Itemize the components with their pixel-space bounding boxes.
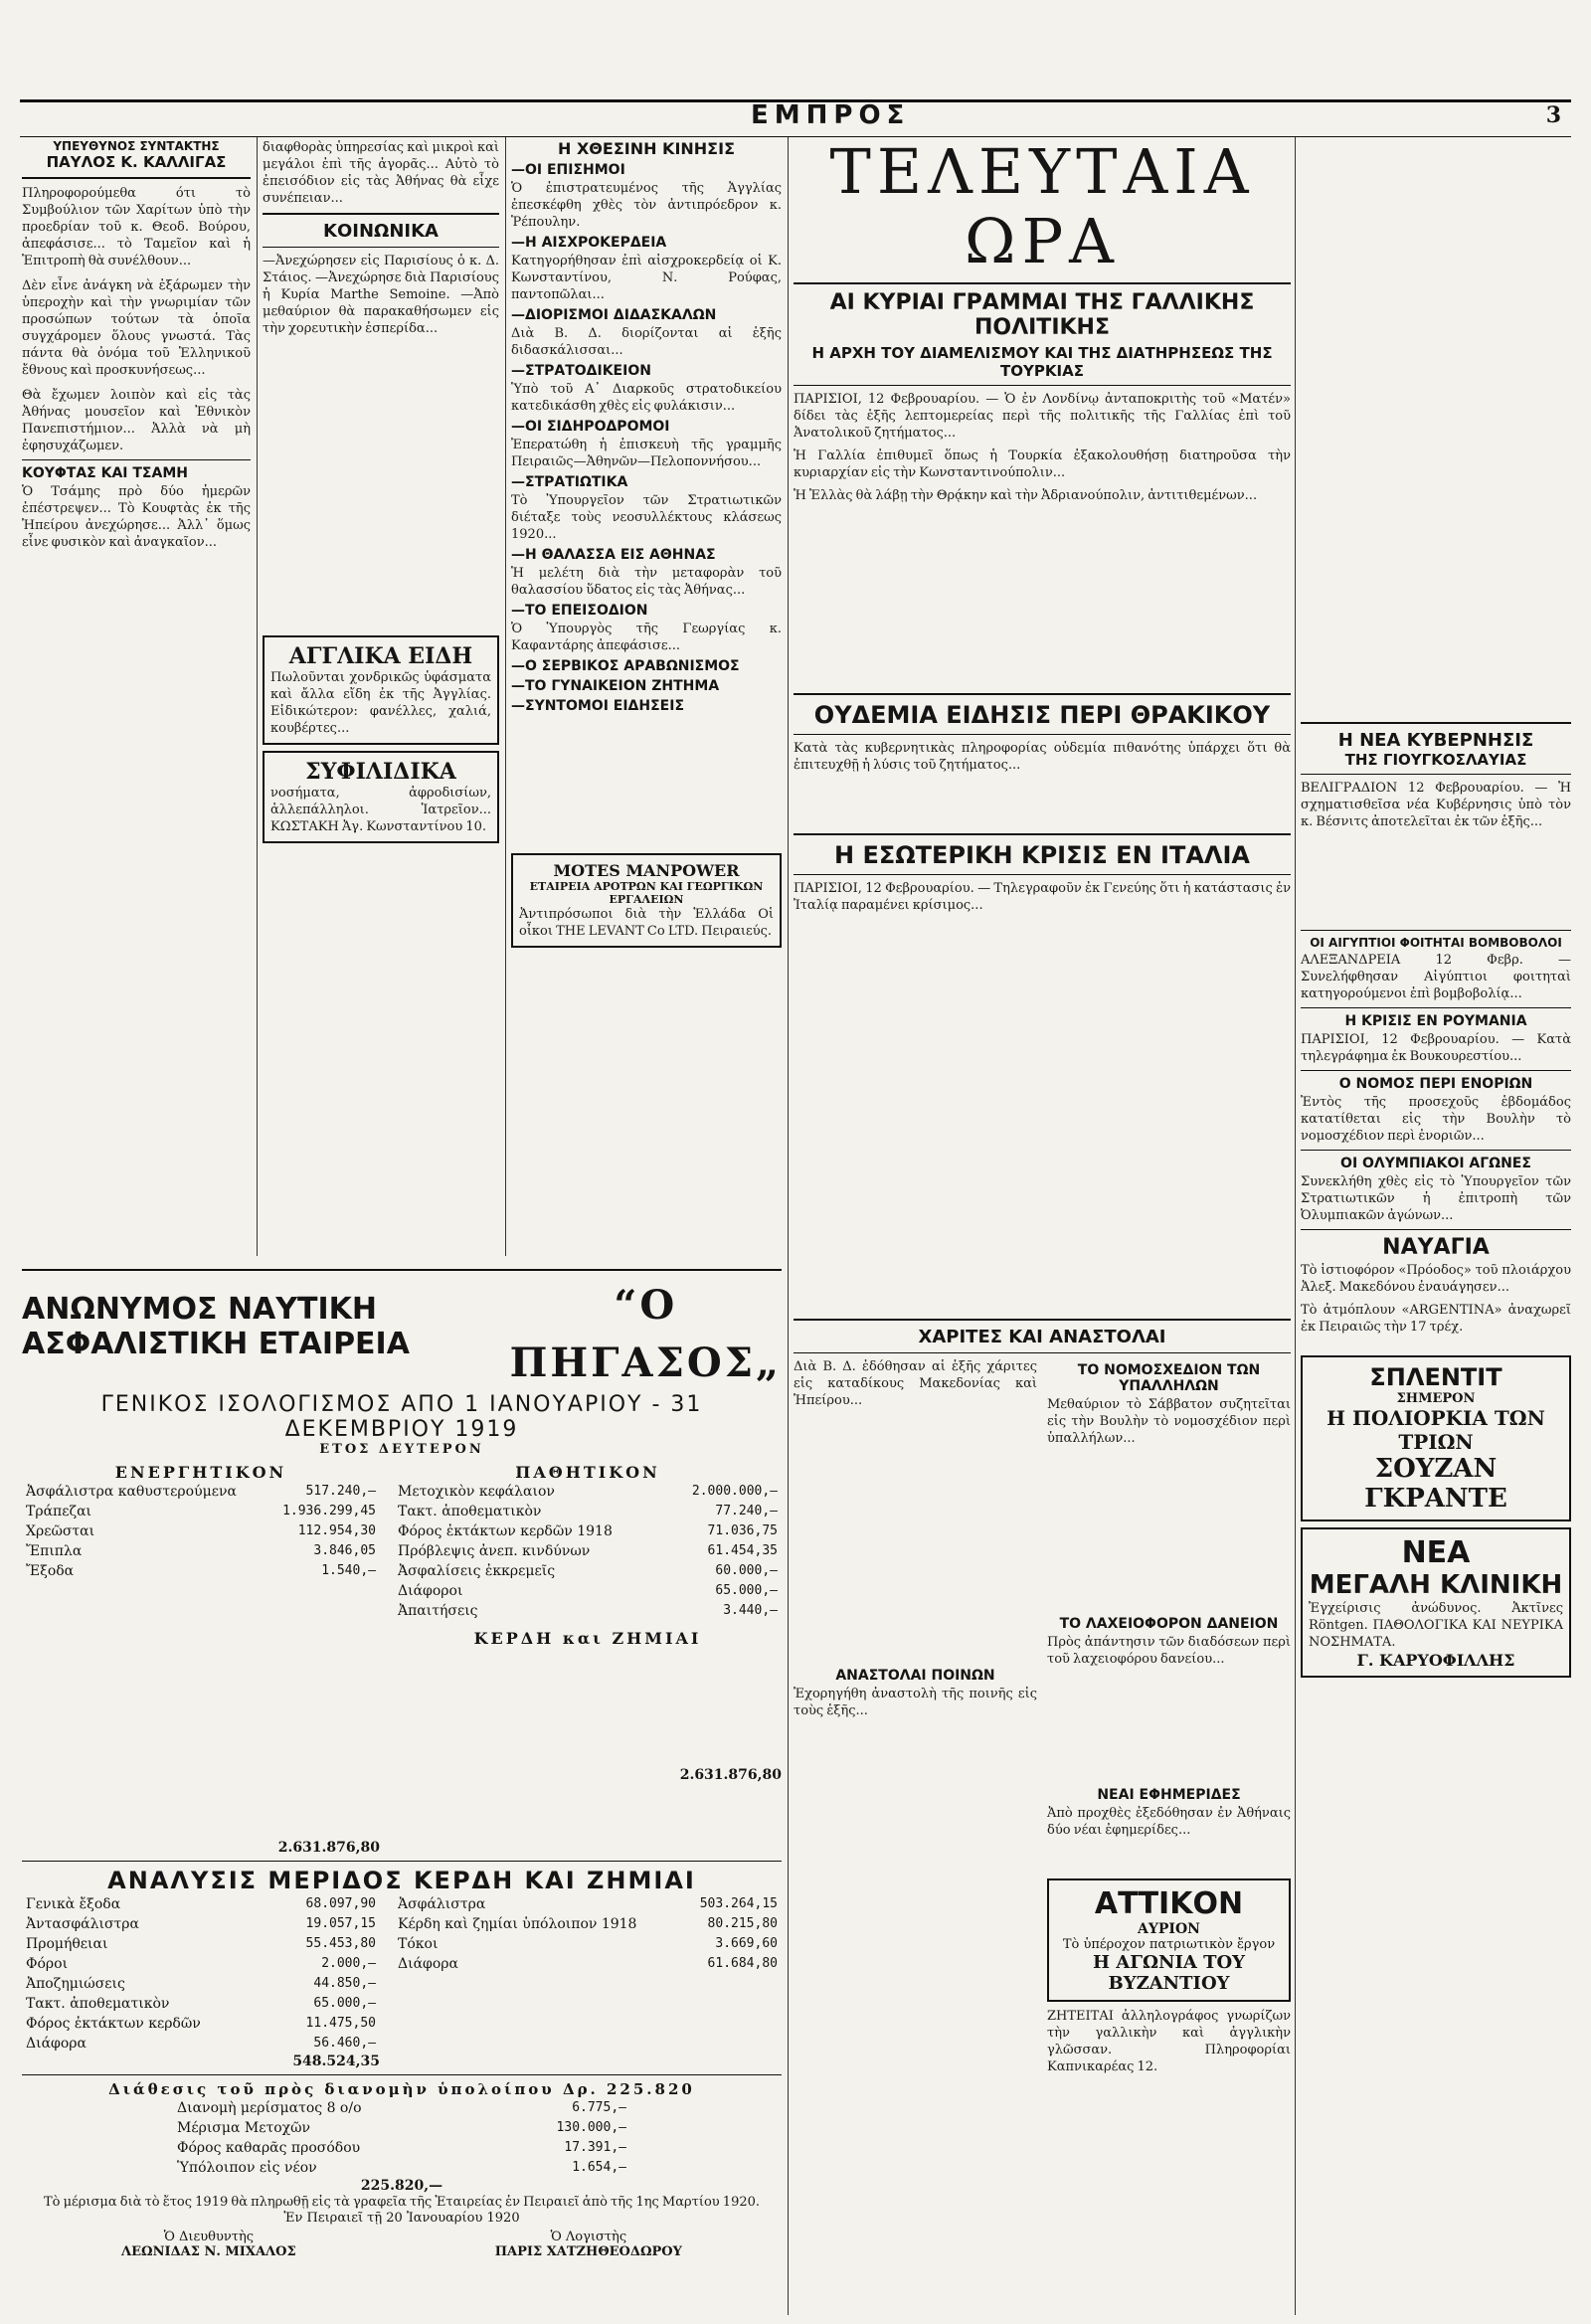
film-star: ΣΟΥΖΑΝ ΓΚΡΑΝΤΕ <box>1364 1454 1507 1514</box>
theatre-ad <box>1047 1878 1291 2002</box>
clinic-text: Ἐγχείρισις ἀνώδυνος. Ἀκτῖνες Röntgen. ΠΑΘΟΛΟΓΙΚΑ ΚΑΙ ΝΕΥΡΙΚΑ ΝΟΣΗΜΑΤΑ. <box>1309 1601 1563 1650</box>
news-heading: —Η ΘΑΛΑΣΣΑ ΕΙΣ ΑΘΗΝΑΣ <box>511 547 716 563</box>
row-label: Τακτ. ἀποθεματικὸν <box>26 1996 170 2012</box>
advertisement <box>263 751 499 843</box>
clinic-ad <box>1301 1527 1571 1678</box>
editor-label: ΥΠΕΥΘΥΝΟΣ ΣΥΝΤΑΚΤΗΣ <box>53 139 220 153</box>
row-amount: 68.097,90 <box>305 1896 376 1911</box>
headline-government: Η ΝΕΑ ΚΥΒΕΡΝΗΣΙΣ <box>1337 730 1534 751</box>
table-row <box>22 1974 380 1994</box>
table-row <box>394 1521 782 1541</box>
column-rule <box>1295 137 1296 2315</box>
headline-pardons: ΧΑΡΙΤΕΣ ΚΑΙ ΑΝΑΣΤΟΛΑΙ <box>918 1327 1166 1347</box>
article-heading: ΟΙ ΑΙΓΥΠΤΙΟΙ ΦΟΙΤΗΤΑΙ ΒΟΜΒΟΒΟΛΟΙ <box>1310 936 1562 950</box>
clinic-director: Γ. ΚΑΡΥΟΦΙΛΛΗΣ <box>1356 1651 1515 1670</box>
ad-title: ΣΥΦΙΛΙΔΙΚΑ <box>305 759 456 785</box>
news-heading: —ΟΙ ΣΙΔΗΡΟΔΡΟΜΟΙ <box>511 419 670 435</box>
assets-heading: ΕΝΕΡΓΗΤΙΚΟΝ <box>114 1463 287 1482</box>
news-heading: —ΣΤΡΑΤΙΩΤΙΚΑ <box>511 474 628 490</box>
section-title-koinonika: ΚΟΙΝΩΝΙΚΑ <box>323 221 439 242</box>
row-amount: 1.540,— <box>321 1563 376 1578</box>
ad-text: Πωλοῦνται χονδρικῶς ὑφάσματα καὶ ἄλλα εἴδη ἐκ τῆς Ἀγγλίας. Εἰδικώτερον: φανέλλες, χαλιά, κουβέρτες... <box>270 670 491 736</box>
section-title: Η ΧΘΕΣΙΝΗ ΚΙΝΗΣΙΣ <box>557 139 735 158</box>
cinema-name: ΣΠΛΕΝΤΙΤ <box>1369 1363 1503 1391</box>
company-name: “Ο ΠΗΓΑΣΟΣ„ <box>509 1282 782 1386</box>
article-paragraph: Ὁ Τσάμης πρὸ δύο ἡμερῶν ἐπέστρεψεν... Τὸ Κουφτὰς ἐκ τῆς Ἠπείρου ἀνεχώρησε... Ἀλλ᾽ ὅμως εἶνε φυσικὸν καὶ ἀναγκαῖον... <box>22 484 251 550</box>
row-label: Προμήθειαι <box>26 1936 108 1952</box>
article-paragraph: Μεθαύριον τὸ Σάββατον συζητεῖται εἰς τὴν Βουλὴν τὸ νομοσχέδιον περὶ ὑπαλλήλων... <box>1047 1397 1291 1446</box>
column-2 <box>263 139 499 1253</box>
table-row <box>22 1954 380 1974</box>
article-paragraph: Τὸ ἱστιοφόρον «Πρόοδος» τοῦ πλοιάρχου Ἀλεξ. Μακεδόνου ἐναυάγησεν... <box>1301 1263 1571 1295</box>
row-amount: 1.654,— <box>572 2160 626 2175</box>
headline-subtitle: ΑΙ ΚΥΡΙΑΙ ΓΡΑΜΜΑΙ ΤΗΣ ΓΑΛΛΙΚΗΣ ΠΟΛΙΤΙΚΗΣ <box>829 290 1255 340</box>
column-rule <box>788 137 789 2315</box>
social-notes: —Ἀνεχώρησεν εἰς Παρισίους ὁ κ. Δ. Στάιος. —Ἀνεχώρησε διὰ Παρισίους ἡ Κυρία Marthe Semoine. —Ἀπὸ μεθαύριον θὰ παρακαθήσωμεν εἰς τὴν χορευτικὴν ἐσπερίδα... <box>263 254 499 336</box>
row-label: Ἀσφάλιστρα καθυστερούμενα <box>26 1484 237 1500</box>
row-amount: 3.846,05 <box>313 1543 376 1558</box>
row-amount: 60.000,— <box>715 1563 778 1578</box>
row-amount: 17.391,— <box>564 2140 626 2155</box>
article-paragraph: Τὸ ἀτμόπλουν «ARGENTINA» ἀναχωρεῖ ἐκ Πειραιῶς τὴν 17 τρέχ. <box>1301 1303 1571 1335</box>
analysis-title: ΑΝΑΛΥΣΙΣ ΜΕΡΙΔΟΣ ΚΕΡΔΗ ΚΑΙ ΖΗΜΙΑΙ <box>107 1867 696 1894</box>
article-paragraph: ΠΑΡΙΣΙΟΙ, 12 Φεβρουαρίου. — Κατὰ τηλεγράφημα ἐκ Βουκουρεστίου... <box>1301 1032 1571 1064</box>
row-amount: 19.057,15 <box>305 1916 376 1931</box>
row-amount: 2.000.000,— <box>691 1484 778 1499</box>
row-label: Ἀπαιτήσεις <box>398 1603 478 1619</box>
profit-loss-heading: ΚΕΡΔΗ και ΖΗΜΙΑΙ <box>473 1629 702 1648</box>
cinema-ad <box>1301 1355 1571 1521</box>
news-text: Ἡ μελέτη διὰ τὴν μεταφορὰν τοῦ θαλασσίου ὕδατος εἰς τὰς Ἀθήνας... <box>511 566 782 598</box>
article-heading: ΤΟ ΛΑΧΕΙΟΦΟΡΟΝ ΔΑΝΕΙΟΝ <box>1059 1616 1279 1632</box>
clinic-title-2: ΜΕΓΑΛΗ ΚΛΙΝΙΚΗ <box>1309 1570 1563 1600</box>
cinema-date: ΣΗΜΕΡΟΝ <box>1396 1391 1476 1406</box>
headline-italy: Η ΕΣΩΤΕΡΙΚΗ ΚΡΙΣΙΣ ΕΝ ΙΤΑΛΙΑ <box>834 841 1250 869</box>
row-amount: 2.000,— <box>321 1956 376 1971</box>
analysis-right-table <box>394 1894 782 1974</box>
row-amount: 71.036,75 <box>707 1523 778 1538</box>
place-date: Ἐν Πειραιεῖ τῇ 20 Ἰανουαρίου 1920 <box>283 2211 520 2226</box>
news-text: Ὑπὸ τοῦ Α᾽ Διαρκοῦς στρατοδικείου κατεδικάσθη χθὲς εἰς φυλάκισιν... <box>511 382 782 414</box>
article-paragraph: Κατὰ τὰς κυβερνητικὰς πληροφορίας οὐδεμία πιθανότης ὑπάρχει ὅτι θὰ ἐπιτευχθῇ ἡ λύσις τοῦ ζητήματος... <box>794 741 1291 773</box>
news-heading: —Η ΑΙΣΧΡΟΚΕΡΔΕΙΑ <box>511 235 667 251</box>
row-amount: 55.453,80 <box>305 1936 376 1951</box>
article-paragraph: Ἡ Ἑλλὰς θὰ λάβῃ τὴν Θρᾴκην καὶ τὴν Ἀδριανούπολιν, ἀντιτιθεμένων... <box>794 488 1258 503</box>
article-paragraph: διαφθορὰς ὑπηρεσίας καὶ μικροὶ καὶ μεγάλοι ἐπὶ τῆς ἀγορᾶς... Αὐτὸ τὸ ἐπεισόδιον εἰς τὰς Ἀθήνας θὰ εἶχε συνέπειαν... <box>263 140 499 206</box>
page-number: 3 <box>1545 102 1561 128</box>
article-paragraph: Διὰ Β. Δ. ἐδόθησαν αἱ ἑξῆς χάριτες εἰς καταδίκους Μακεδονίας καὶ Ἠπείρου... <box>794 1359 1037 1408</box>
article-heading: Η ΚΡΙΣΙΣ ΕΝ ΡΟΥΜΑΝΙΑ <box>1344 1013 1527 1029</box>
row-label: Φόρος ἐκτάκτων κερδῶν 1918 <box>398 1523 613 1539</box>
news-text: Κατηγορήθησαν ἐπὶ αἰσχροκερδείᾳ οἱ Κ. Κωνσταντίνου, Ν. Ρούφας, παντοπῶλαι... <box>511 254 782 302</box>
row-label: Ὑπόλοιπον εἰς νέον <box>177 2160 317 2176</box>
row-amount: 61.684,80 <box>707 1956 778 1971</box>
analysis-total: 548.524,35 <box>292 2054 380 2069</box>
article-paragraph: Ἐχορηγήθη ἀναστολὴ τῆς ποινῆς εἰς τοὺς ἑξῆς... <box>794 1687 1037 1718</box>
article-heading: ΤΟ ΝΟΜΟΣΧΕΔΙΟΝ ΤΩΝ ΥΠΑΛΛΗΛΩΝ <box>1077 1362 1261 1394</box>
row-label: Ἀσφάλιστρα <box>398 1896 486 1912</box>
table-row <box>394 1894 782 1914</box>
table-row <box>394 1934 782 1954</box>
film-title: Η ΠΟΛΙΟΡΚΙΑ ΤΩΝ ΤΡΙΩΝ <box>1326 1406 1545 1454</box>
row-amount: 61.454,35 <box>707 1543 778 1558</box>
row-label: Φόροι <box>26 1956 69 1972</box>
news-text: Τὸ Ὑπουργεῖον τῶν Στρατιωτικῶν διέταξε τοὺς νεοσυλλέκτους κλάσεως 1920... <box>511 493 782 542</box>
news-heading: —ΣΤΡΑΤΟΔΙΚΕΙΟΝ <box>511 363 651 379</box>
table-row <box>22 1541 380 1561</box>
column-rule <box>505 137 506 1256</box>
article-heading: Ο ΝΟΜΟΣ ΠΕΡΙ ΕΝΟΡΙΩΝ <box>1338 1076 1533 1092</box>
row-label: Ἔξοδα <box>26 1563 75 1579</box>
ad-text: νοσήματα, ἀφροδισίων, ἀλλεπάλληλοι. Ἰατρεῖον... ΚΩΣΤΑΚΗ Ἀγ. Κωνσταντίνου 10. <box>270 786 491 834</box>
table-row <box>394 1601 782 1621</box>
row-label: Μετοχικὸν κεφάλαιον <box>398 1484 555 1500</box>
news-text: Ὁ ἐπιστρατευμένος τῆς Ἀγγλίας ἐπεσκέφθη χθὲς τὸν ἀντιπρόεδρον κ. Ῥέπουλην. <box>511 181 782 230</box>
accountant-name: ΠΑΡΙΣ ΧΑΤΖΗΘΕΟΔΩΡΟΥ <box>494 2244 682 2259</box>
balance-year: ΕΤΟΣ ΔΕΥΤΕΡΟΝ <box>319 1442 484 1457</box>
row-amount: 3.440,— <box>723 1603 778 1618</box>
theatre-text: Τὸ ὑπέροχον πατριωτικὸν ἔργον <box>1062 1937 1276 1952</box>
article-paragraph: ΠΑΡΙΣΙΟΙ, 12 Φεβρουαρίου. — Τηλεγραφοῦν ἐκ Γενεύης ὅτι ἡ κατάστασις ἐν Ἰταλίᾳ παραμένει κρίσιμος... <box>794 881 1291 913</box>
row-amount: 503.264,15 <box>699 1896 778 1911</box>
table-row <box>394 1482 782 1502</box>
row-amount: 6.775,— <box>572 2100 626 2115</box>
table-row <box>22 1561 380 1581</box>
theatre-name: ΑΤΤΙΚΟΝ <box>1094 1886 1244 1921</box>
row-label: Τόκοι <box>398 1936 439 1952</box>
news-heading: —ΤΟ ΕΠΕΙΣΟΔΙΟΝ <box>511 603 648 619</box>
row-amount: 65.000,— <box>313 1996 376 2011</box>
column-4 <box>794 137 1291 1311</box>
table-row <box>394 1954 782 1974</box>
article-paragraph: Ἡ Γαλλία ἐπιθυμεῖ ὅπως ἡ Τουρκία ἐξακολουθήσῃ διατηροῦσα τὴν κυριαρχίαν εἰς τὴν Κωνσταντινούπολιν... <box>794 448 1291 480</box>
table-row <box>22 1934 380 1954</box>
row-label: Διανομὴ μερίσματος 8 ο/ο <box>177 2100 362 2116</box>
article-paragraph: Πληροφορούμεθα ότι τὸ Συμβούλιον τῶν Χαρίτων ὑπὸ τὴν προεδρίαν τοῦ κ. Θεοδ. Βούρου, ἀπεφάσισε... τὸ Ταμεῖον καὶ ἡ Ἐπιτροπὴ θὰ συνέλθουν... <box>22 186 251 268</box>
row-amount: 517.240,— <box>305 1484 376 1499</box>
row-label: Ἀσφαλίσεις ἐκκρεμεῖς <box>398 1563 556 1579</box>
table-row <box>22 1894 380 1914</box>
article-paragraph: Ἀπὸ προχθὲς ἐξεδόθησαν ἐν Ἀθήναις δύο νέαι ἐφημερίδες... <box>1047 1806 1291 1838</box>
table-row <box>173 2138 630 2158</box>
editor-name: ΠΑΥΛΟΣ Κ. ΚΑΛΛΙΓΑΣ <box>46 153 227 171</box>
article-heading: ΝΕΑΙ ΕΦΗΜΕΡΙΔΕΣ <box>1097 1787 1241 1803</box>
row-amount: 112.954,30 <box>297 1523 376 1538</box>
liabilities-table <box>394 1482 782 1621</box>
row-label: Ἀποζημιώσεις <box>26 1976 125 1992</box>
article-paragraph: Θὰ ἔχωμεν λοιπὸν καὶ εἰς τὰς Ἀθήνας μουσεῖον καὶ Ἐθνικὸν Πανεπιστήμιον... Ἀλλὰ νὰ μὴ ἐφησυχάζωμεν. <box>22 388 251 453</box>
headline-subtitle-2: Η ΑΡΧΗ ΤΟΥ ΔΙΑΜΕΛΙΣΜΟΥ ΚΑΙ ΤΗΣ ΔΙΑΤΗΡΗΣΕΩΣ ΤΗΣ ΤΟΥΡΚΙΑΣ <box>811 344 1273 380</box>
liabilities-heading: ΠΑΘΗΤΙΚΟΝ <box>515 1463 660 1482</box>
ad-subtitle: ΕΤΑΙΡΕΙΑ ΑΡΟΤΡΩΝ ΚΑΙ ΓΕΩΡΓΙΚΩΝ ΕΡΓΑΛΕΙΩΝ <box>529 880 764 906</box>
theatre-date: ΑΥΡΙΟΝ <box>1138 1921 1200 1937</box>
advertisement <box>263 635 499 745</box>
news-text: Διὰ Β. Δ. διορίζονται αἱ ἑξῆς διδασκάλισσαι... <box>511 326 782 358</box>
table-row <box>394 1541 782 1561</box>
column-5 <box>1301 139 1571 2307</box>
news-heading: —ΤΟ ΓΥΝΑΙΚΕΙΟΝ ΖΗΤΗΜΑ <box>511 678 720 694</box>
table-row <box>22 2014 380 2034</box>
table-row <box>22 1502 380 1521</box>
row-amount: 1.936.299,45 <box>282 1504 376 1519</box>
column-rule <box>257 137 258 1256</box>
column-1 <box>22 139 251 1253</box>
theatre-play: Η ΑΓΩΝΙΑ ΤΟΥ ΒΥΖΑΝΤΙΟΥ <box>1092 1952 1246 1994</box>
accountant-label: Ὁ Λογιστὴς <box>550 2230 627 2244</box>
headline-thrace: ΟΥΔΕΜΙΑ ΕΙΔΗΣΙΣ ΠΕΡΙ ΘΡΑΚΙΚΟΥ <box>813 701 1271 729</box>
row-label: Διάφορα <box>26 2036 87 2052</box>
classified-ad: ΖΗΤΕΙΤΑΙ ἀλληλογράφος γνωρίζων τὴν γαλλικὴν καὶ ἀγγλικὴν γλῶσσαν. Πληροφορίαι Καπνικαρέας 12. <box>1047 2009 1291 2074</box>
article-paragraph: ΠΑΡΙΣΙΟΙ, 12 Φεβρουαρίου. — Ὁ ἐν Λονδίνῳ ἀνταποκριτὴς τοῦ «Ματέν» δίδει τὰς ἑξῆς λεπτομερείας περὶ τῆς πολιτικῆς τῆς Γαλλίας ἐπὶ τοῦ Ἀνατολικοῦ ζητήματος... <box>794 392 1291 441</box>
table-row <box>22 1521 380 1541</box>
article-paragraph: ΒΕΛΙΓΡΑΔΙΟΝ 12 Φεβρουαρίου. — Ἡ σχηματισθεῖσα νέα Κυβέρνησις ὑπὸ τὸν κ. Βέσνιτς ἀποτελεῖται ἐκ τῶν ἑξῆς... <box>1301 781 1571 829</box>
table-row <box>394 1561 782 1581</box>
table-row <box>22 2034 380 2054</box>
news-text: Ἐπερατώθη ἡ ἐπισκευὴ τῆς γραμμῆς Πειραιῶς—Ἀθηνῶν—Πελοποννήσου... <box>511 438 782 469</box>
dividend-line: Διάθεσις τοῦ πρὸς διανομὴν ὑπολοίπου Δρ. 225.820 <box>108 2080 695 2098</box>
table-row <box>173 2158 630 2178</box>
table-row <box>394 1502 782 1521</box>
row-label: Κέρδη καὶ ζημίαι ὑπόλοιπον 1918 <box>398 1916 637 1932</box>
assets-total: 2.631.876,80 <box>277 1840 380 1856</box>
article-paragraph: Πρὸς ἀπάντησιν τῶν διαδόσεων περὶ τοῦ λαχειοφόρου δανείου... <box>1047 1635 1291 1667</box>
row-label: Χρεῶσται <box>26 1523 95 1539</box>
news-text: Ὁ Ὑπουργὸς τῆς Γεωργίας κ. Καφαντάρης ἀπεφάσισε... <box>511 622 782 653</box>
news-heading: —ΔΙΟΡΙΣΜΟΙ ΔΙΔΑΣΚΑΛΩΝ <box>511 307 717 323</box>
row-label: Μέρισμα Μετοχῶν <box>177 2120 311 2136</box>
table-row <box>173 2118 630 2138</box>
newspaper-name: ΕΜΠΡΟΣ <box>751 100 911 130</box>
row-amount: 44.850,— <box>313 1976 376 1991</box>
row-label: Ἀντασφάλιστρα <box>26 1916 139 1932</box>
row-label: Τακτ. ἀποθεματικὸν <box>398 1504 542 1520</box>
ad-title: MOTES MANPOWER <box>553 861 740 880</box>
headline-government-2: ΤΗΣ ΓΙΟΥΓΚΟΣΛΑΥΙΑΣ <box>1344 751 1527 769</box>
company-title: ΑΝΩΝΥΜΟΣ ΝΑΥΤΙΚΗ ΑΣΦΑΛΙΣΤΙΚΗ ΕΤΑΙΡΕΙΑ <box>22 1292 410 1361</box>
column-3 <box>511 139 782 1253</box>
row-label: Πρόβλεψις ἀνεπ. κινδύνων <box>398 1543 591 1559</box>
row-label: Τράπεζαι <box>26 1504 92 1520</box>
row-amount: 3.669,60 <box>715 1936 778 1951</box>
row-amount: 130.000,— <box>556 2120 626 2135</box>
article-paragraph: Δὲν εἶνε ἀνάγκη νὰ ἐξάρωμεν τὴν ὑπεροχὴν καὶ τὴν γνωριμίαν τῶν προσώπων τούτων τὰ ὁποῖα συγχάρομεν ὅλους γνωστά. Τὰς πάντα θὰ ὀνόμα τοῦ Ἑλληνικοῦ ἔθνους καὶ προσκυνήσεως... <box>22 278 251 378</box>
article-paragraph: ΑΛΕΞΑΝΔΡΕΙΑ 12 Φεβρ. — Συνελήφθησαν Αἰγύπτιοι φοιτηταὶ κατηγορούμενοι ἐπὶ βομβοβολίᾳ... <box>1301 953 1571 1001</box>
dividend-total: 225.820,— <box>360 2178 443 2194</box>
table-row <box>22 1482 380 1502</box>
row-amount: 11.475,50 <box>305 2016 376 2031</box>
column-4-lower <box>794 1313 1291 2307</box>
row-label: Γενικὰ ἔξοδα <box>26 1896 121 1912</box>
director-name: ΛΕΩΝΙΔΑΣ Ν. ΜΙΧΑΛΟΣ <box>121 2244 296 2259</box>
table-row <box>394 1581 782 1601</box>
table-row <box>173 2098 630 2118</box>
table-row <box>22 1994 380 2014</box>
ad-text: Ἀντιπρόσωποι διὰ τὴν Ἑλλάδα Οἱ οἶκοι THE LEVANT Co LTD. Πειραιεύς. <box>519 907 774 939</box>
article-heading: ΟΙ ΟΛΥΜΠΙΑΚΟΙ ΑΓΩΝΕΣ <box>1340 1156 1531 1171</box>
assets-table <box>22 1482 380 1581</box>
news-heading: —Ο ΣΕΡΒΙΚΟΣ ΑΡΑΒΩΝΙΣΜΟΣ <box>511 658 740 674</box>
ad-title: ΑΓΓΛΙΚΑ ΕΙΔΗ <box>288 643 473 669</box>
row-amount: 65.000,— <box>715 1583 778 1598</box>
row-label: Διάφορα <box>398 1956 458 1972</box>
headline-latest-hour: ΤΕΛΕΥΤΑΙΑ ΩΡΑ <box>829 137 1255 277</box>
dividends-table <box>173 2098 630 2178</box>
row-label: Φόρος καθαρᾶς προσόδου <box>177 2140 361 2156</box>
liabilities-total: 2.631.876,80 <box>679 1767 782 1783</box>
advertisement <box>511 853 782 948</box>
row-amount: 56.460,— <box>313 2036 376 2051</box>
article-heading: ΑΝΑΣΤΟΛΑΙ ΠΟΙΝΩΝ <box>835 1668 995 1684</box>
table-row <box>394 1914 782 1934</box>
article-paragraph: Συνεκλήθη χθὲς εἰς τὸ Ὑπουργεῖον τῶν Στρατιωτικῶν ἡ ἐπιτροπὴ τῶν Ὀλυμπιακῶν ἀγώνων... <box>1301 1174 1571 1223</box>
table-row <box>22 1914 380 1934</box>
article-heading: ΚΟΥΦΤΑΣ ΚΑΙ ΤΣΑΜΗ <box>22 465 188 481</box>
director-label: Ὁ Διευθυντὴς <box>163 2230 255 2244</box>
row-label: Ἔπιπλα <box>26 1543 83 1559</box>
article-paragraph: Ἐντὸς τῆς προσεχοῦς ἑβδομάδος κατατίθεται εἰς τὴν Βουλὴν τὸ νομοσχέδιον περὶ ἐνοριῶν... <box>1301 1095 1571 1144</box>
row-amount: 77.240,— <box>715 1504 778 1519</box>
dividend-notice: Τὸ μέρισμα διὰ τὸ ἔτος 1919 θὰ πληρωθῇ εἰς τὰ γραφεῖα τῆς Ἑταιρείας ἐν Πειραιεῖ ἀπὸ τῆς 1ης Μαρτίου 1920. <box>43 2195 761 2210</box>
row-label: Φόρος ἐκτάκτων κερδῶν <box>26 2016 201 2032</box>
insurance-balance-sheet <box>22 1263 782 2307</box>
analysis-left-table <box>22 1894 380 2054</box>
clinic-title: ΝΕΑ <box>1401 1535 1471 1570</box>
article-heading: ΝΑΥΑΓΙΑ <box>1382 1235 1490 1260</box>
news-heading: —ΣΥΝΤΟΜΟΙ ΕΙΔΗΣΕΙΣ <box>511 698 685 714</box>
row-amount: 80.215,80 <box>707 1916 778 1931</box>
balance-subtitle: ΓΕΝΙΚΟΣ ΙΣΟΛΟΓΙΣΜΟΣ ΑΠΟ 1 ΙΑΝΟΥΑΡΙΟΥ - 31 ΔΕΚΕΜΒΡΙΟΥ 1919 <box>100 1392 703 1442</box>
masthead <box>20 99 1571 137</box>
row-label: Διάφοροι <box>398 1583 463 1599</box>
news-heading: —ΟΙ ΕΠΙΣΗΜΟΙ <box>511 162 625 178</box>
